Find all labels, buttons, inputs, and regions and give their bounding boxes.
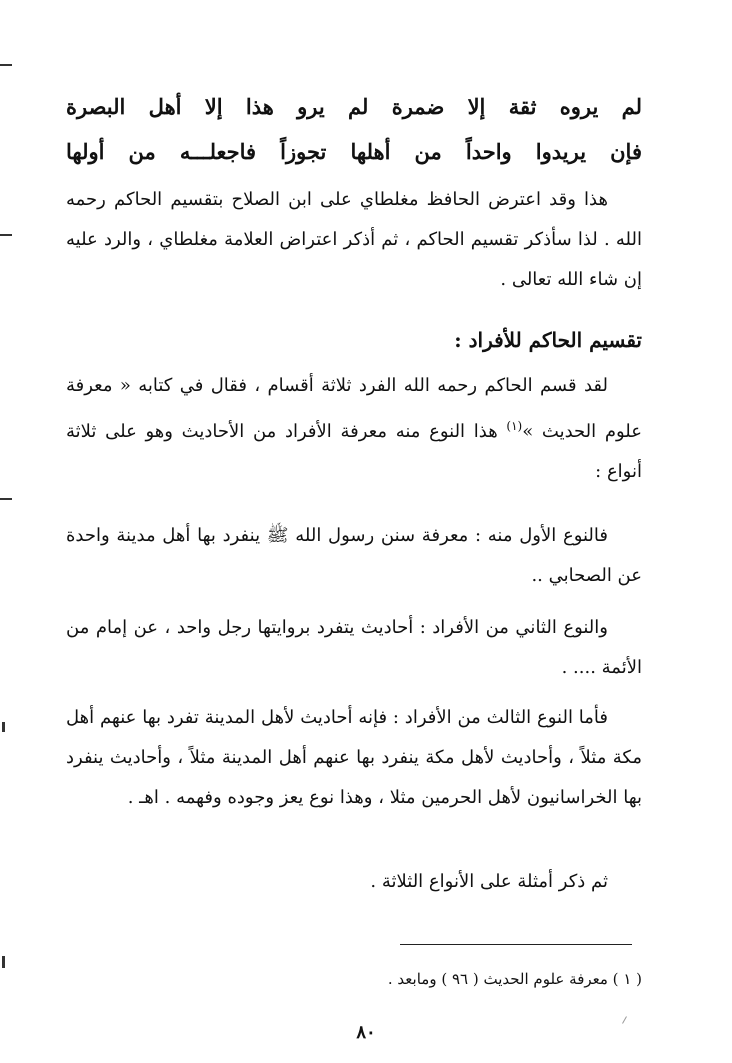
footnote-divider [400, 944, 632, 945]
paragraph-objection-text: هذا وقد اعترض الحافظ مغلطاي على ابن الصلاح بتقسيم الحاكم رحمه الله . لذا سأذكر تقسيم الحاكم ، ثم أذكر اعتراض العلامة مغلطاي ، والرد عليه إن شاء الله تعالى . [66, 189, 642, 290]
margin-mark [0, 498, 12, 500]
page-number: ٨٠ [356, 1022, 376, 1043]
paragraph-second-type [66, 608, 642, 688]
paragraph-third-type-text: فأما النوع الثالث من الأفراد : فإنه أحاديث لأهل المدينة تفرد بها عنهم أهل مكة مثلاً ، وأحاديث لأهل مكة ينفرد بها عنهم أهل المدينة مثلاً ، وأحاديث ينفرد بها الخراسانيون لأهل الحرمين مثلا ، وهذا نوع يعز وجوده وفهمه . اهـ . [66, 707, 642, 808]
margin-mark [2, 956, 5, 968]
poetry-quote [66, 84, 642, 174]
paragraph-second-type-text: والنوع الثاني من الأفراد : أحاديث يتفرد بروايتها رجل واحد ، عن إمام من الأئمة .... . [66, 617, 642, 678]
paragraph-first-type [66, 516, 642, 596]
paragraph-hakim-division [66, 366, 642, 492]
paragraph-hakim-text-b: هذا النوع منه معرفة الأفراد من الأحاديث وهو على ثلاثة أنواع : [66, 421, 642, 482]
margin-mark [0, 64, 12, 66]
section-heading-text: تقسيم الحاكم للأفراد : [454, 328, 642, 352]
paragraph-examples [66, 862, 642, 902]
paragraph-objection [66, 180, 642, 300]
paragraph-examples-text: ثم ذكر أمثلة على الأنواع الثلاثة . [370, 871, 608, 892]
margin-mark [0, 234, 12, 236]
section-heading [66, 320, 642, 360]
paragraph-third-type [66, 698, 642, 818]
poetry-line-1: لم يروه ثقة إلا ضمرة لم يرو هذا إلا أهل البصرة [66, 94, 642, 119]
footnote: ( ١ ) معرفة علوم الحديث ( ٩٦ ) ومابعد . [387, 970, 642, 988]
paragraph-first-type-text: فالنوع الأول منه : معرفة سنن رسول الله ﷺ ينفرد بها أهل مدينة واحدة عن الصحابي .. [66, 525, 642, 586]
footnote-reference[interactable]: (١) [506, 419, 523, 433]
poetry-line-2: فإن يريدوا واحداً من أهلها تجوزاً فاجعلـــه من أولها [66, 139, 642, 164]
paragraph-hakim-text-a: لقد قسم الحاكم رحمه الله الفرد ثلاثة أقسام ، فقال في كتابه « معرفة علوم الحديث » [66, 375, 642, 442]
margin-mark [2, 722, 5, 732]
